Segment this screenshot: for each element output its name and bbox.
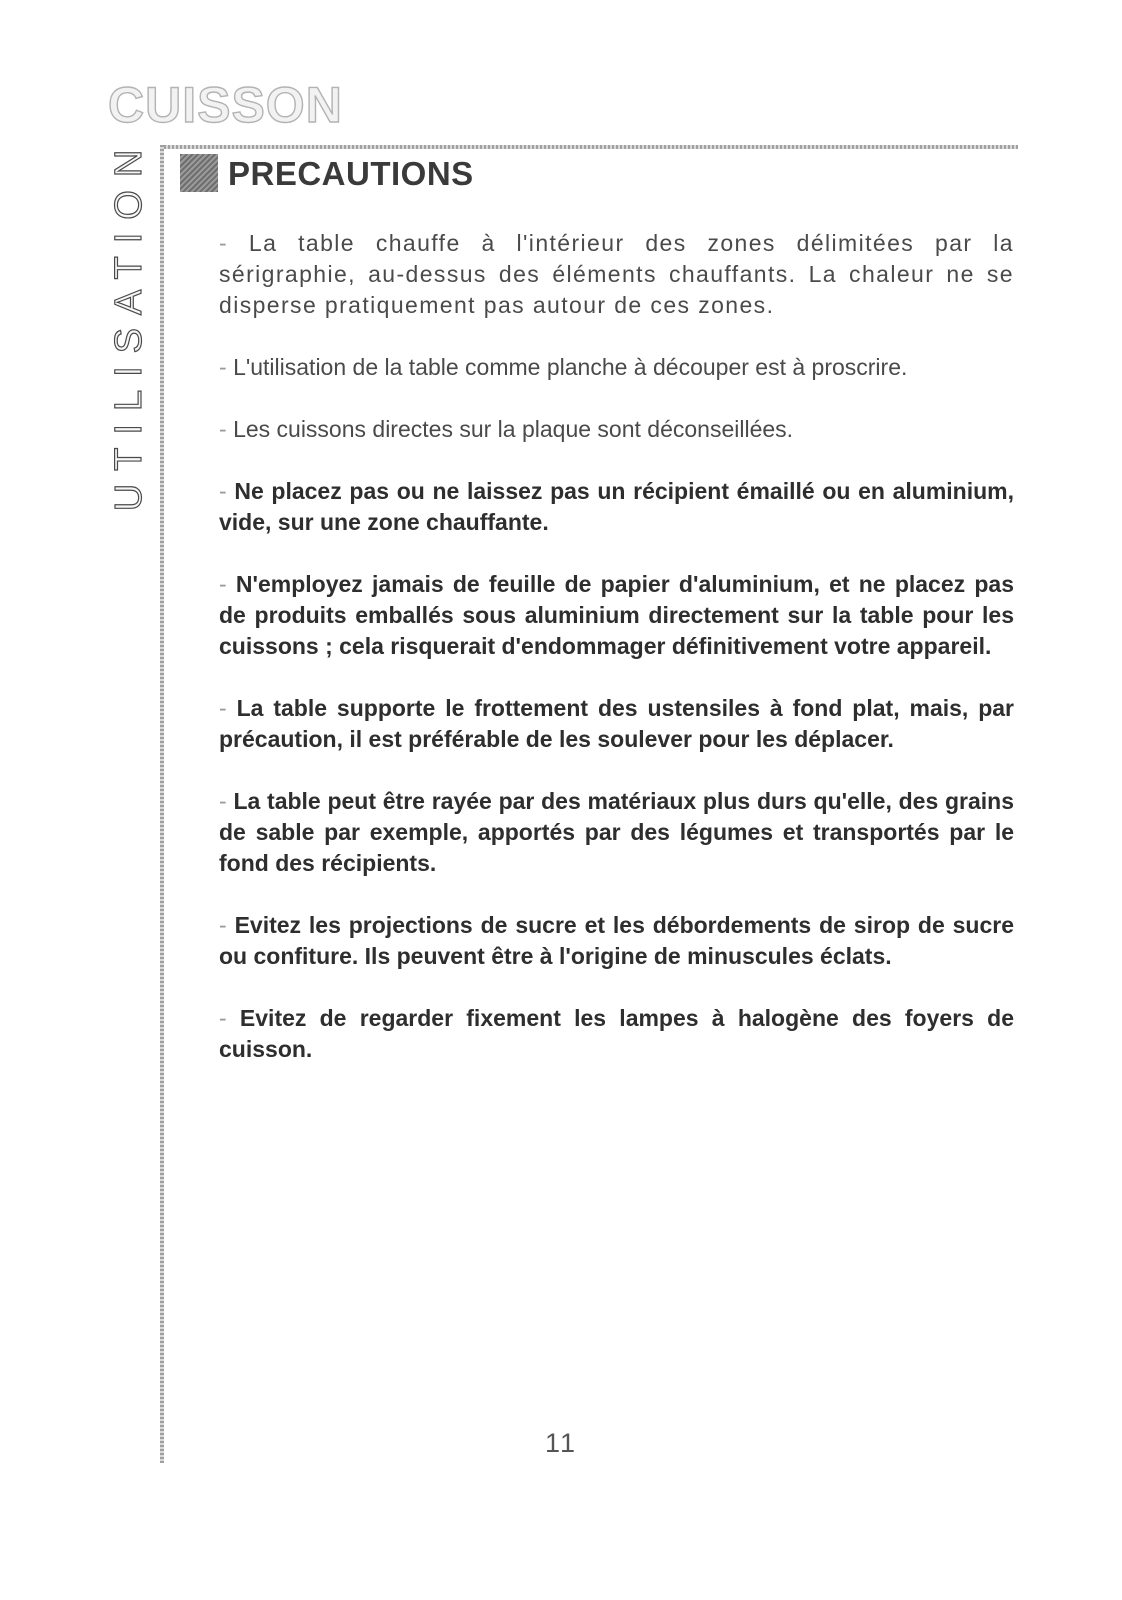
precaution-text: La table chauffe à l'intérieur des zones délimitées par la sérigraphie, au-dessus des éléments chauffants. La chaleur ne se disperse pratiquement pas autour de ces zones. xyxy=(219,230,1015,318)
precaution-text: Evitez les projections de sucre et les débordements de sirop de sucre ou confiture. Ils peuvent être à l'origine de minuscules éclats. xyxy=(219,912,1015,969)
precaution-text: La table supporte le frottement des ustensiles à fond plat, mais, par précaution, il est préférable de les soulever pour les déplacer. xyxy=(219,695,1015,752)
precaution-paragraph xyxy=(219,352,1014,383)
margin-divider-vertical xyxy=(160,145,164,1463)
bullet-dash: - xyxy=(219,912,227,938)
precaution-text: Ne placez pas ou ne laissez pas un récipient émaillé ou en aluminium, vide, sur une zone chauffante. xyxy=(219,478,1014,535)
bullet-dash: - xyxy=(219,571,227,597)
side-tab-label: UTILISATION xyxy=(108,136,150,512)
precaution-paragraph xyxy=(219,1003,1014,1065)
bullet-dash: - xyxy=(219,478,227,504)
precaution-text: Les cuissons directes sur la plaque sont déconseillées. xyxy=(233,416,794,442)
precaution-text: Evitez de regarder fixement les lampes à halogène des foyers de cuisson. xyxy=(219,1005,1015,1062)
page-header-title: CUISSON xyxy=(108,77,343,133)
precaution-paragraph xyxy=(219,910,1014,972)
precaution-paragraph xyxy=(219,693,1014,755)
page-number: 11 xyxy=(544,1428,578,1458)
bullet-dash: - xyxy=(219,230,229,256)
precaution-paragraph xyxy=(219,786,1014,879)
heading-square-icon xyxy=(180,154,218,192)
precaution-text: N'employez jamais de feuille de papier d'aluminium, et ne placez pas de produits emballés sous aluminium directement sur la table pour les cuissons ; cela risquerait d'endommager définitivement votre appareil. xyxy=(219,571,1014,659)
section-heading-text: PRECAUTIONS xyxy=(228,154,474,192)
bullet-dash: - xyxy=(219,788,227,814)
bullet-dash: - xyxy=(219,695,227,721)
precaution-text: L'utilisation de la table comme planche à découper est à proscrire. xyxy=(233,354,908,380)
precautions-content xyxy=(219,228,1014,1096)
precaution-paragraph xyxy=(219,228,1014,321)
bullet-dash: - xyxy=(219,416,227,442)
header-divider-horizontal xyxy=(160,145,1018,149)
precaution-text: La table peut être rayée par des matériaux plus durs qu'elle, des grains de sable par exemple, apportés par des légumes et transportés par le fond des récipients. xyxy=(219,788,1015,876)
side-tab xyxy=(108,136,150,512)
section-heading xyxy=(180,154,474,192)
precaution-paragraph xyxy=(219,569,1014,662)
bullet-dash: - xyxy=(219,1005,227,1031)
precaution-paragraph xyxy=(219,414,1014,445)
precaution-paragraph xyxy=(219,476,1014,538)
bullet-dash: - xyxy=(219,354,227,380)
